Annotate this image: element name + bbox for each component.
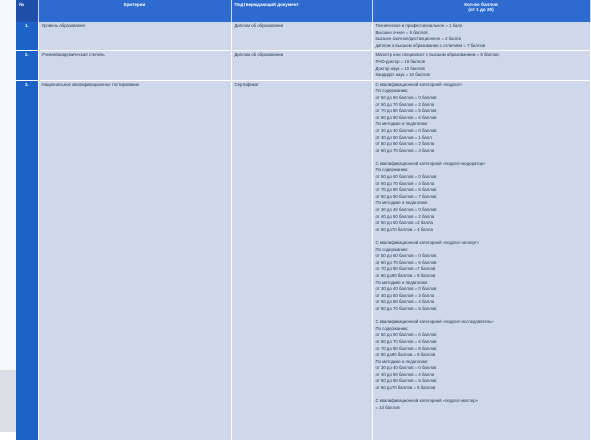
- table-header-row: [16, 0, 590, 22]
- left-margin-lower: [0, 370, 16, 432]
- row-document: Сертификат: [231, 80, 372, 440]
- points-line: от 40 до 50 баллов = 2 балла: [375, 213, 435, 219]
- criteria-table: [16, 0, 591, 441]
- header-points: [372, 0, 590, 22]
- points-line: от 30 до 40 баллов = 0 баллов: [375, 365, 437, 371]
- header-criteria-label: Критерии: [123, 2, 146, 7]
- points-line: = 10 баллов: [375, 404, 400, 410]
- points-line: Кандидат наук = 10 баллов: [375, 72, 430, 78]
- points-line: от 50 до 60 баллов = 0 баллов: [375, 253, 437, 259]
- points-line: [376, 233, 587, 240]
- points-line: По методике и педагогике:: [375, 121, 429, 127]
- table-row: [16, 80, 590, 440]
- header-points-title: Кол-во баллов: [464, 2, 498, 7]
- points-line: от 80 до 90 баллов = 6 баллов: [375, 114, 437, 120]
- points-line: С квалификационной категорией «педагог»: [375, 81, 463, 87]
- points-line: от 70 до 80 баллов = 6 баллов: [375, 187, 437, 193]
- row-document: Диплом об образовании: [231, 51, 372, 80]
- row-points: [372, 80, 590, 440]
- row-criteria: Ученая/академическая степень: [38, 51, 231, 80]
- points-line: от 60 до 70 баллов = 6 баллов: [375, 338, 437, 344]
- points-line: [376, 313, 587, 320]
- points-line: Доктор наук = 10 баллов: [375, 65, 425, 71]
- points-line: По содержанию:: [375, 246, 409, 252]
- points-line: от 70 до 80 баллов = 8 баллов: [375, 345, 437, 351]
- points-line: Магистр или специалист с высшим образованием = 5 баллов;: [375, 52, 500, 58]
- points-line: С квалификационной категорией «педагог-мастер»: [375, 398, 479, 404]
- points-line: от 70 до 80 баллов = 5 баллов: [375, 108, 437, 114]
- points-line: от 30 до 40 баллов = 0 баллов: [375, 127, 437, 133]
- row-points: [372, 51, 590, 80]
- points-line: от 50 до 60 баллов = 0 баллов: [375, 174, 437, 180]
- points-line: от 60 до 70 баллов = 3 балла: [375, 147, 435, 153]
- points-line: Высшее очное = 5 баллов: [375, 29, 428, 35]
- points-line: По методике и педагогике:: [375, 279, 429, 285]
- points-line: С квалификационной категорией «педагог-исследователь»: [375, 319, 494, 325]
- points-line: С квалификационной категорией «педагог-модератор»: [375, 160, 486, 166]
- points-line: от 50 до 60 баллов = 0 баллов: [375, 332, 437, 338]
- points-line: диплом о высшем образовании с отличием = 7 баллов: [375, 42, 486, 48]
- points-line: По методике и педагогике:: [375, 358, 429, 364]
- points-line: от 60 до 70 баллов = 2 балла: [375, 101, 435, 107]
- points-line: от 60 до70 баллов = 6 баллов: [375, 385, 436, 391]
- header-points-range: (от 1 до 20): [468, 7, 494, 13]
- points-line: от 30 до 40 баллов = 0 баллов: [375, 207, 437, 213]
- row-criteria: Национальное квалификационное тестирование: [38, 80, 231, 440]
- row-document: Диплом об образовании: [231, 22, 372, 51]
- row-num: 2.: [16, 51, 38, 80]
- points-line: от 60 до70 баллов = 4 балла: [375, 226, 433, 232]
- points-line: от 60 до 70 баллов = 5 баллов: [375, 305, 437, 311]
- points-line: от 50 до 60 баллов = 2 балла: [375, 141, 435, 147]
- points-line: от 40 до 50 баллов = 1 балл: [375, 134, 432, 140]
- points-line: По содержанию:: [375, 325, 409, 331]
- header-document: [231, 0, 372, 22]
- row-points: [372, 22, 590, 51]
- points-line: от 40 до 50 баллов = 4 балла: [375, 371, 435, 377]
- row-criteria: Уровень образования: [38, 22, 231, 51]
- points-line: от 80 до90 баллов = 8 баллов: [375, 272, 436, 278]
- left-margin: [0, 0, 16, 432]
- points-line: от 50 до 60 баллов = 5 баллов: [375, 378, 437, 384]
- points-line: С квалификационной категорией «педагог-эксперт»: [375, 240, 480, 245]
- points-line: По методике и педагогике:: [375, 200, 429, 206]
- points-line: от 80 до 90 баллов = 7 баллов: [375, 193, 437, 199]
- points-line: По содержанию:: [375, 167, 409, 173]
- points-line: PHD-доктор = 10 баллов: [375, 58, 425, 64]
- points-line: от 60 до 70 баллов = 4 балла: [375, 180, 435, 186]
- row-num: 1.: [16, 22, 38, 51]
- row-num: 3.: [16, 80, 38, 440]
- points-line: от 80 до90 баллов = 9 баллов: [375, 352, 436, 358]
- points-line: от 50 до 60 баллов =3 балла: [375, 220, 433, 226]
- points-line: от 70 до 80 баллов =7 баллов: [375, 266, 436, 272]
- table-row: [16, 51, 590, 80]
- points-line: По содержанию:: [375, 88, 409, 94]
- points-line: [376, 392, 587, 399]
- points-line: от 50 до 60 баллов = 0 баллов: [375, 94, 437, 100]
- points-line: от 40 до 50 баллов = 3 балла: [375, 292, 435, 298]
- points-line: от 50 до 60 баллов = 4 балла: [375, 299, 435, 305]
- points-line: высшее заочное/дистанционное = 2 балла: [375, 36, 461, 42]
- header-num: №: [16, 0, 38, 22]
- header-document-label: Подтверждающий документ: [234, 2, 299, 7]
- left-margin-upper: [0, 0, 16, 370]
- points-line: [376, 154, 587, 161]
- table-row: [16, 22, 590, 51]
- points-line: от 30 до 40 баллов = 0 баллов: [375, 286, 437, 292]
- header-criteria: [38, 0, 231, 22]
- points-line: Техническое и профессиональное = 1 балл: [375, 23, 463, 28]
- points-line: от 60 до 70 баллов = 5 баллов: [375, 259, 437, 265]
